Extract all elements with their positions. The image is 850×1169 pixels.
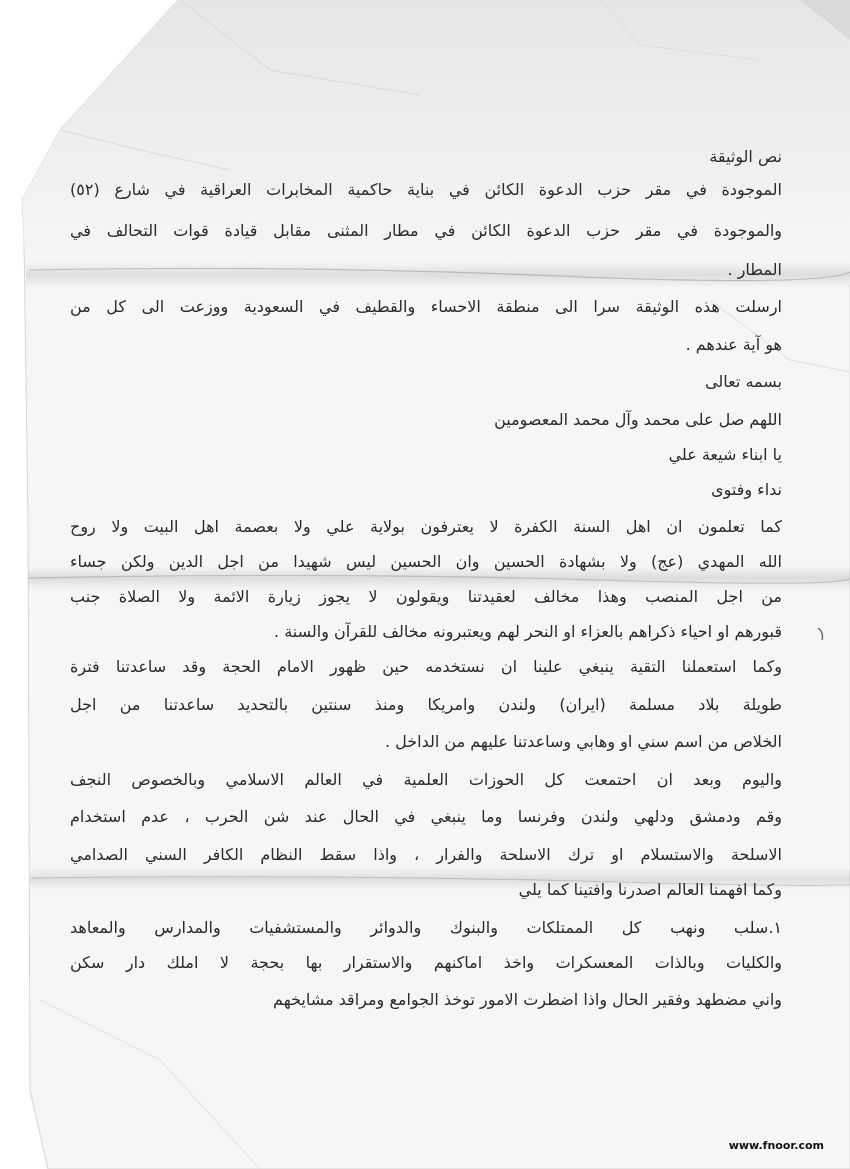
text-line: هو آية عندهم . [685, 335, 782, 354]
text-line: قبورهم او احياء ذكراهم بالعزاء او النحر لهم ويعتبرونه مخالف للقرآن والسنة . [274, 622, 782, 641]
salawat-line: اللهم صل على محمد وآل محمد المعصومين [494, 410, 782, 429]
basmala-line: بسمه تعالى [705, 372, 782, 391]
text-line: والكليات وبالذات المعسكرات واخذ اماكنهم والاستقرار بها بحجة لا املك دار سكن [70, 953, 782, 972]
text-line: وكما افهمنا العالم اصدرنا وافتينا كما يلي [518, 880, 782, 899]
text-line: والموجودة في مقر حزب الدعوة الكائن في مطار المثنى مقابل قيادة قوات التحالف في [70, 221, 782, 240]
text-line: الموجودة في مقر حزب الدعوة الكائن في بناية حاكمية المخابرات العراقية في شارع (٥٢) [70, 180, 782, 199]
text-line: واليوم وبعد ان احتمعت كل الحوزات العلمية في العالم الاسلامي وبالخصوص النجف [70, 770, 782, 789]
source-url: www.fnoor.com [728, 1139, 824, 1152]
text-line: ارسلت هذه الوثيقة سرا الى منطقة الاحساء والقطيف في السعودية ووزعت الى كل من [70, 297, 782, 316]
address-line: يا ابناء شيعة علي [668, 445, 782, 464]
text-line: المطار . [727, 260, 782, 279]
text-line: الخلاص من اسم سني او وهابي وساعدتنا عليهم من الداخل . [384, 732, 782, 751]
text-line: الاسلحة والاستسلام او ترك الاسلحة والفرار ، واذا سقط النظام الكافر السني الصدامي [70, 845, 782, 864]
text-line: وكما استعملنا التقية ينبغي علينا ان نستخدمه حين ظهور الامام الحجة وقد ساعدتنا فترة [70, 657, 782, 676]
title-line: نداء وفتوى [711, 480, 782, 499]
text-line: طويلة بلاد مسلمة (ايران) ولندن وامريكا ومنذ سنتين بالتحديد ساعدتنا من اجل [70, 695, 782, 714]
text-line: كما تعلمون ان اهل السنة الكفرة لا يعترفون بولاية علي ولا بعصمة اهل البيت ولا روح [70, 517, 782, 536]
list-item: ١.سلب ونهب كل الممتلكات والبنوك والدوائر والمستشفيات والمدارس والمعاهد [70, 918, 782, 937]
text-line: واني مضطهد وفقير الحال واذا اضطرت الامور توخذ الجوامع ومراقد مشايخهم [273, 990, 782, 1009]
document-heading: نص الوثيقة [709, 147, 782, 166]
text-line: من اجل المنصب وهذا مخالف لعقيدتنا ويقولون لا يجوز زيارة الائمة ولا الصلاة جنب [70, 587, 782, 606]
text-line: الله المهدي (عج) ولا بشهادة الحسين وان الحسين ليس شهيدا من اجل الدين ولكن جساء [70, 552, 782, 571]
text-line: وقم ودمشق ودلهي ولندن وفرنسا وما ينبغي في الحال عند شن الحرب ، عدم استخدام [70, 807, 782, 826]
